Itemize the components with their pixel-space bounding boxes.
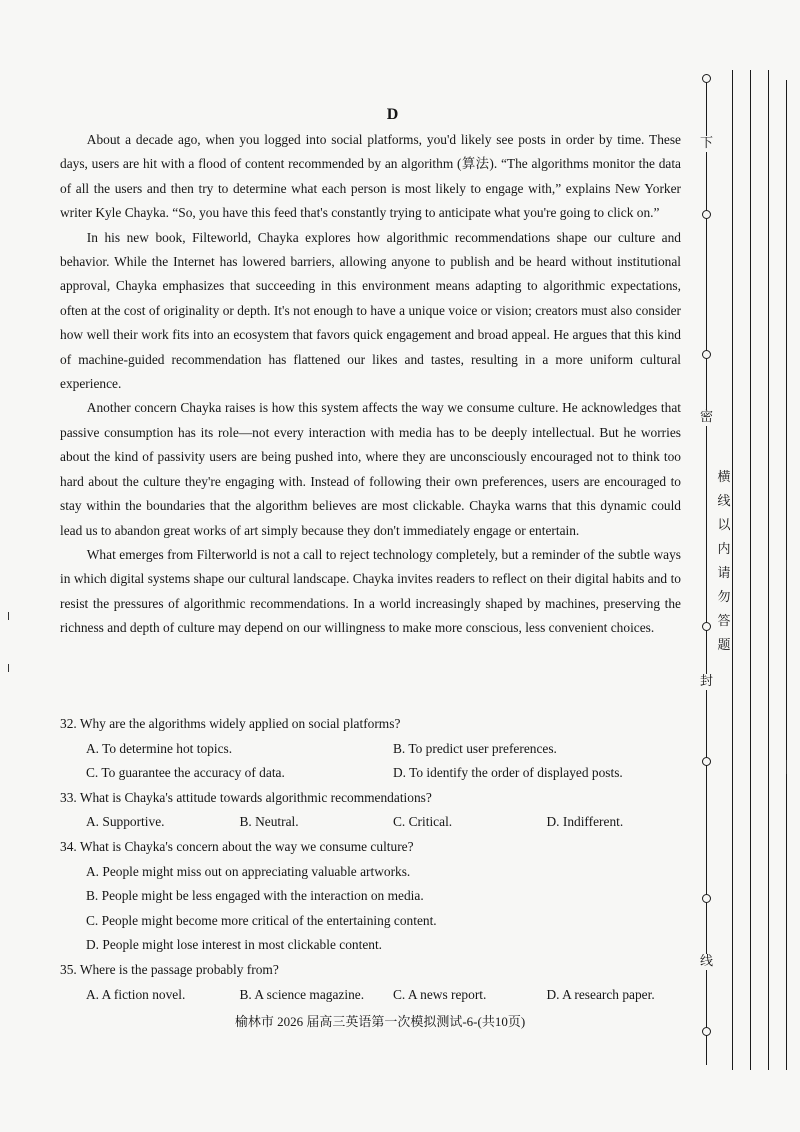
- paragraph: In his new book, Filteworld, Chayka explores how algorithmic recommendations shape our culture and behavior. While the Internet has lowered barriers, allowing anyone to publish and be heard without institutional approval, Chayka emphasizes that succeeding in this environment means adapting to algorithmic expectations, often at the cost of originality or depth. It's not enough to have a unique voice or vision; creators must also consider how well their work fits into an ecosystem that favors quick engagement and broad appeal. He argues that this kind of machine-guided recommendation has flattened our likes and tastes, resulting in a more uniform cultural experience.: [60, 229, 681, 392]
- binding-margin: [690, 60, 800, 1070]
- option-d: D. To identify the order of displayed posts.: [393, 765, 623, 781]
- binding-char-mi: 密: [700, 410, 714, 425]
- option-b: B. A science magazine.: [239, 986, 365, 1002]
- scan-mark: [8, 664, 9, 672]
- option-c: C. To guarantee the accuracy of data.: [86, 765, 285, 781]
- option-d: D. Indifferent.: [546, 814, 624, 830]
- scan-mark: [786, 760, 787, 774]
- question-35-stem: 35. Where is the passage probably from?: [60, 961, 279, 977]
- option-a: A. Supportive.: [86, 814, 165, 830]
- question-32-options: [60, 737, 700, 762]
- question-32-stem: 32. Why are the algorithms widely applied on social platforms?: [60, 716, 401, 731]
- margin-rule: [768, 70, 769, 1070]
- option-b: B. Neutral.: [239, 814, 299, 830]
- seal-line: [706, 75, 707, 1065]
- reading-passage: [60, 128, 681, 641]
- binding-hole-icon: [702, 1027, 711, 1036]
- scan-mark: [8, 612, 9, 620]
- paragraph: About a decade ago, when you logged into social platforms, you'd likely see posts in order by time. These days, users are hit with a flood of content recommended by an algorithm (算法). “The algorithms monitor the data of all the users and then try to determine what each person is most likely to engage with,” explains New Yorker writer Kyle Chayka. “So, you have this feed that's constantly trying to anticipate what you're going to click on.”: [60, 132, 681, 221]
- question-34-stem: 34. What is Chayka's concern about the way we consume culture?: [60, 838, 414, 854]
- paragraph: What emerges from Filterworld is not a call to reject technology completely, but a reminder of the subtle ways in which digital systems shape our cultural landscape. Chayka invites readers to reflect on their digital habits and to resist the pressures of algorithmic recommendations. In a world increasingly shaped by machines, preserving the richness and depth of culture may depend on our willingness to make more conscious, less convenient choices.: [60, 546, 681, 636]
- option-c: C. Critical.: [393, 814, 453, 830]
- margin-rule: [750, 70, 751, 1070]
- option-d: D. A research paper.: [546, 986, 655, 1002]
- option-c: C. A news report.: [393, 986, 487, 1002]
- binding-hole-icon: [702, 74, 711, 83]
- binding-hole-icon: [702, 210, 711, 219]
- option-b: B. To predict user preferences.: [393, 740, 557, 756]
- binding-hole-icon: [702, 350, 711, 359]
- margin-rule: [732, 70, 733, 1070]
- question-32-options: [60, 761, 700, 786]
- question-34-options: [60, 860, 700, 958]
- option-a: A. People might miss out on appreciating valuable artworks.: [86, 863, 411, 879]
- margin-rule: [786, 80, 787, 1070]
- binding-char-feng: 封: [700, 674, 714, 689]
- option-c: C. People might become more critical of the entertaining content.: [86, 912, 437, 928]
- scan-mark: [786, 560, 787, 570]
- option-b: B. People might be less engaged with the interaction on media.: [86, 888, 424, 904]
- binding-char-xia: 下: [700, 136, 714, 151]
- section-heading: D: [386, 106, 399, 123]
- question-list: [60, 712, 700, 1007]
- paragraph: Another concern Chayka raises is how this system affects the way we consume culture. He acknowledges that passive consumption has its role—not every interaction with media has to be deeply intellectual. But he worries about the kind of passivity users are being pushed into, where they are unconsciously encouraged not to think too hard about the culture they're engaging with. Instead of following their own preferences, users are encouraged to stay within the boundaries that the algorithm believes are most clickable. Chayka warns that this dynamic could lead us to abandon great works of art simply because they don't immediately engage or entertain.: [60, 400, 681, 538]
- question-33-options: [60, 810, 700, 835]
- question-33-stem: 33. What is Chayka's attitude towards algorithmic recommendations?: [60, 789, 432, 805]
- binding-hole-icon: [702, 622, 711, 631]
- binding-hole-icon: [702, 894, 711, 903]
- binding-char-xian: 线: [700, 954, 714, 969]
- binding-hole-icon: [702, 757, 711, 766]
- page-footer: 榆林市 2026 届高三英语第一次模拟测试-6-(共10页): [234, 1014, 526, 1029]
- option-d: D. People might lose interest in most clickable content.: [86, 937, 383, 953]
- no-answer-zone-notice: 横线以内请勿答题: [717, 470, 731, 653]
- option-a: A. To determine hot topics.: [86, 740, 233, 756]
- option-a: A. A fiction novel.: [86, 986, 186, 1002]
- question-35-options: [60, 983, 700, 1008]
